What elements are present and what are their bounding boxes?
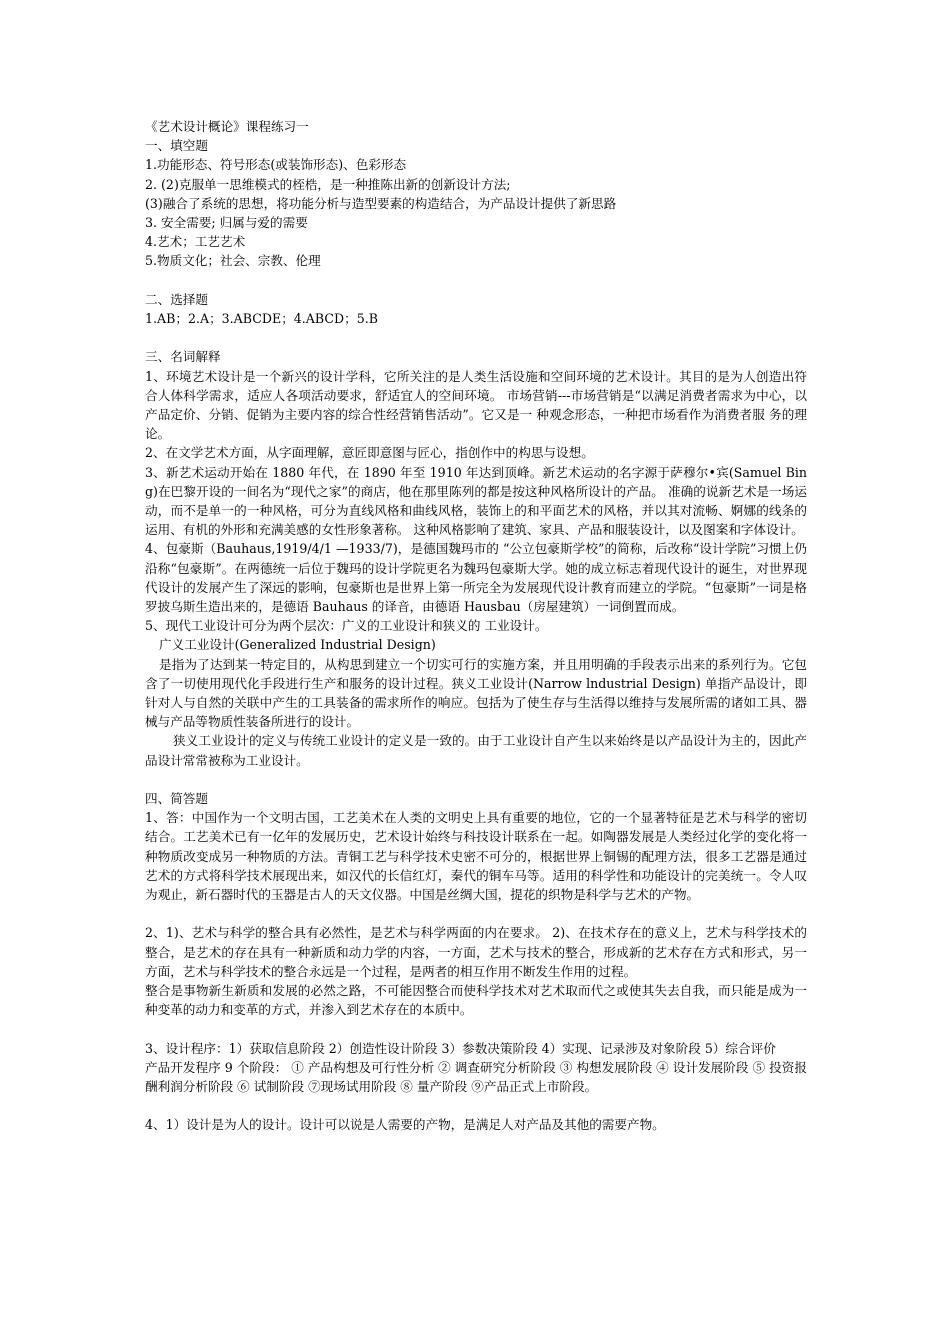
paragraph: 3、设计程序：1）获取信息阶段 2）创造性设计阶段 3）参数决策阶段 4）实现、记录涉及对象阶段 5）综合评价 bbox=[145, 1040, 776, 1056]
answer-line: 1.功能形态、符号形态(或装饰形态)、色彩形态 bbox=[145, 157, 407, 173]
spacer bbox=[145, 1096, 807, 1115]
section-heading: 二、选择题 bbox=[145, 291, 208, 307]
paragraph: 整合是事物新生新质和发展的必然之路，不可能因整合而使科学技术对艺术取而代之或使其失去自我，而只能是成为一种变革的动力和变革的方式，并渗入到艺术存在的本质中。 bbox=[145, 983, 807, 1018]
paragraph: 狭义工业设计的定义与传统工业设计的定义是一致的。由于工业设计自产生以来始终是以产品设计为主的，因此产品设计常常被称为工业设计。 bbox=[145, 733, 807, 768]
answer-line: 1.AB；2.A；3.ABCDE；4.ABCD；5.B bbox=[145, 311, 378, 327]
document-page bbox=[145, 117, 807, 1135]
paragraph: 5、现代工业设计可分为两个层次：广义的工业设计和狭义的 工业设计。 bbox=[145, 618, 548, 634]
paragraph: 2、1)、艺术与科学的整合具有必然性，是艺术与科学两面的内在要求。 2)、在技术存在的意义上，艺术与科学技术的整合，是艺术的存在具有一种新质和动力学的内容，一方面，艺术与技术的整合，形成新的艺术存在方式和形式，另一方面，艺术与科学技术的整合永远是一个过程，是两者的相互作用不断发生作用的过程。 bbox=[145, 925, 807, 979]
spacer bbox=[145, 271, 807, 290]
section-heading: 四、简答题 bbox=[145, 791, 208, 807]
paragraph: 4、包豪斯（Bauhaus,1919/4/1 —1933/7)，是德国魏玛市的 “公立包豪斯学校”的简称，后改称“设计学院”习惯上仍沿称“包豪斯”。在两德统一后位于魏玛的设计学院更名为魏玛包豪斯大学。她的成立标志着现代设计的诞生，对世界现代设计的发展产生了深远的影响，包豪斯也是世界上第一所完全为发展现代设计教育而建立的学院。“包豪斯”一词是格罗披乌斯生造出来的，是德语 Bauhaus 的译音，由德语 Hausbau（房屋建筑）一词倒置而成。 bbox=[145, 541, 807, 615]
section-heading: 三、名词解释 bbox=[145, 349, 221, 365]
answer-line: 4.艺术；工艺艺术 bbox=[145, 234, 246, 250]
spacer bbox=[145, 770, 807, 789]
document-title: 《艺术设计概论》课程练习一 bbox=[145, 119, 309, 134]
paragraph: 产品开发程序 9 个阶段： ① 产品构想及可行性分析 ② 调查研究分析阶段 ③ 构想发展阶段 ④ 设计发展阶段 ⑤ 投资报酬利润分析阶段 ⑥ 试制阶段 ⑦现场试用阶段 ⑧ 量产阶段 ⑨产品正式上市阶段。 bbox=[145, 1059, 807, 1095]
subheading: 广义工业设计(Generalized Industrial Design) bbox=[159, 637, 436, 653]
spacer bbox=[145, 904, 807, 923]
paragraph: 3、新艺术运动开始在 1880 年代，在 1890 年至 1910 年达到顶峰。新艺术运动的名字源于萨穆尔•宾(Samuel Bing)在巴黎开设的一间名为“现代之家”的商店，他在那里陈列的都是按这种风格所设计的产品。 准确的说新艺术是一场运动，而不是单一的一种风格，可分为直线风格和曲线风格，装饰上的和平面艺术的风格，并以其对流畅、婀娜的线条的运用、有机的外形和充满美感的女性形象著称。 这种风格影响了建筑、家具、产品和服装设计，以及图案和字体设计。 bbox=[145, 464, 807, 538]
answer-line: 5.物质文化；社会、宗教、伦理 bbox=[145, 253, 321, 269]
answer-line: 3. 安全需要; 归属与爱的需要 bbox=[145, 215, 308, 231]
paragraph: 1、答：中国作为一个文明古国，工艺美术在人类的文明史上具有重要的地位，它的一个显著特征是艺术与科学的密切结合。工艺美术已有一亿年的发展历史，艺术设计始终与科技设计联系在一起。如陶器发展是人类经过化学的变化将一种物质改变成另一种物质的方法。青铜工艺与科学技术史密不可分的，根据世界上铜锡的配理方法，很多工艺器是通过艺术的方式将科学技术展现出来，如汉代的长信红灯，秦代的铜车马等。适用的科学性和功能设计的完美统一。令人叹为观止，新石器时代的玉器是古人的天文仪器。中国是丝绸大国，提花的织物是科学与艺术的产物。 bbox=[145, 810, 807, 903]
section-heading: 一、填空题 bbox=[145, 138, 208, 154]
paragraph: 是指为了达到某一特定目的，从构思到建立一个切实可行的实施方案，并且用明确的手段表示出来的系列行为。它包含了一切使用现代化手段进行生产和服务的设计过程。狭义工业设计(Narrow lndustrial Design) 单指产品设计，即针对人与自然的关联中产生的工具装备的需求所作的响应。包括为了使生存与生活得以维持与发展所需的诸如工具、器械与产品等物质性装备所进行的设计。 bbox=[145, 656, 807, 730]
answer-line: (3)融合了系统的思想，将功能分析与造型要素的构造结合，为产品设计提供了新思路 bbox=[145, 195, 617, 211]
paragraph: 4、1）设计是为人的设计。设计可以说是人需要的产物，是满足人对产品及其他的需要产物。 bbox=[145, 1117, 665, 1133]
answer-line: 2. (2)克服单一思维模式的桎梏，是一种推陈出新的创新设计方法; bbox=[145, 176, 511, 192]
paragraph: 2、在文学艺术方面，从字面理解，意匠即意图与匠心，指创作中的构思与设想。 bbox=[145, 445, 594, 461]
spacer bbox=[145, 1019, 807, 1038]
spacer bbox=[145, 328, 807, 347]
paragraph: 1、环境艺术设计是一个新兴的设计学科，它所关注的是人类生活设施和空间环境的艺术设计。其目的是为人创造出符合人体科学需求，适应人各项活动要求，舒适宜人的空间环境。 市场营销---市场营销是“以满足消费者需求为中心，以产品定价、分销、促销为主要内容的综合性经营销售活动”。它又是一 种观念形态，一种把市场看作为消费者服 务的理论。 bbox=[145, 368, 807, 442]
